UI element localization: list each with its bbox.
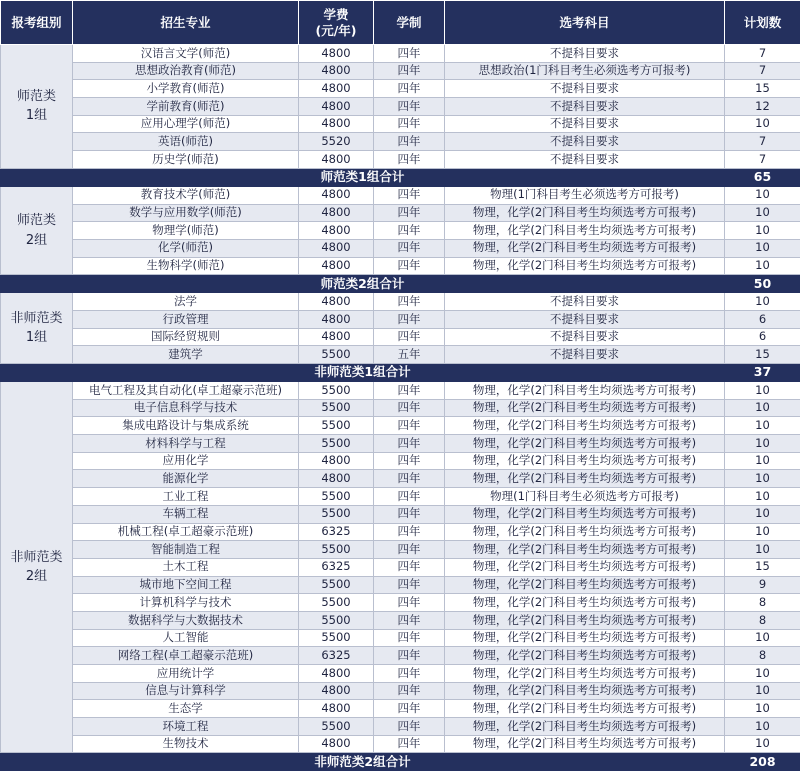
table-row [1, 115, 800, 133]
plan-cell: 10 [725, 452, 800, 470]
table-row [1, 310, 800, 328]
duration-cell: 四年 [374, 186, 445, 204]
plan-cell: 10 [725, 541, 800, 559]
fee-cell: 5500 [299, 417, 374, 435]
major-cell: 教育技术学(师范) [73, 186, 299, 204]
fee-cell: 5500 [299, 576, 374, 594]
header-duration: 学制 [374, 1, 445, 45]
major-cell: 数学与应用数学(师范) [73, 204, 299, 222]
duration-cell: 四年 [374, 700, 445, 718]
major-cell: 建筑学 [73, 346, 299, 364]
table-row [1, 204, 800, 222]
fee-cell: 6325 [299, 647, 374, 665]
duration-cell: 四年 [374, 204, 445, 222]
table-row [1, 576, 800, 594]
fee-cell: 4800 [299, 293, 374, 311]
subjects-cell: 不提科目要求 [445, 133, 725, 151]
subjects-cell: 物理，化学(2门科目考生均须选考方可报考) [445, 470, 725, 488]
plan-cell: 10 [725, 417, 800, 435]
table-row [1, 718, 800, 736]
subtotal-row [1, 753, 800, 771]
group-name: 师范类 2组 [1, 186, 73, 274]
plan-cell: 7 [725, 151, 800, 169]
table-row [1, 133, 800, 151]
duration-cell: 四年 [374, 62, 445, 80]
subjects-cell: 物理，化学(2门科目考生均须选考方可报考) [445, 700, 725, 718]
table-row [1, 239, 800, 257]
table-row [1, 611, 800, 629]
plan-cell: 6 [725, 310, 800, 328]
plan-cell: 15 [725, 558, 800, 576]
major-cell: 数据科学与大数据技术 [73, 611, 299, 629]
plan-cell: 8 [725, 611, 800, 629]
duration-cell: 四年 [374, 682, 445, 700]
duration-cell: 四年 [374, 115, 445, 133]
fee-cell: 5520 [299, 133, 374, 151]
subjects-cell: 物理，化学(2门科目考生均须选考方可报考) [445, 382, 725, 400]
major-cell: 应用统计学 [73, 665, 299, 683]
duration-cell: 四年 [374, 257, 445, 275]
duration-cell: 四年 [374, 611, 445, 629]
plan-cell: 7 [725, 133, 800, 151]
subjects-cell: 物理，化学(2门科目考生均须选考方可报考) [445, 718, 725, 736]
subtotal-value: 65 [725, 168, 800, 186]
subjects-cell: 物理，化学(2门科目考生均须选考方可报考) [445, 204, 725, 222]
fee-cell: 4800 [299, 470, 374, 488]
plan-cell: 10 [725, 257, 800, 275]
plan-cell: 10 [725, 382, 800, 400]
plan-cell: 10 [725, 629, 800, 647]
duration-cell: 四年 [374, 80, 445, 98]
table-row [1, 382, 800, 400]
subtotal-label: 非师范类1组合计 [1, 364, 725, 382]
table-row [1, 647, 800, 665]
major-cell: 环境工程 [73, 718, 299, 736]
subtotal-value: 208 [725, 753, 800, 771]
table-row [1, 523, 800, 541]
table-row [1, 682, 800, 700]
table-row [1, 665, 800, 683]
table-row [1, 629, 800, 647]
plan-cell: 6 [725, 328, 800, 346]
plan-cell: 10 [725, 700, 800, 718]
major-cell: 网络工程(卓工超豪示范班) [73, 647, 299, 665]
fee-cell: 4800 [299, 257, 374, 275]
table-row [1, 222, 800, 240]
header-row [1, 1, 800, 45]
header-fee: 学费 (元/年) [299, 1, 374, 45]
fee-cell: 6325 [299, 558, 374, 576]
fee-cell: 4800 [299, 98, 374, 116]
plan-cell: 9 [725, 576, 800, 594]
major-cell: 物理学(师范) [73, 222, 299, 240]
subjects-cell: 物理，化学(2门科目考生均须选考方可报考) [445, 647, 725, 665]
major-cell: 行政管理 [73, 310, 299, 328]
plan-cell: 10 [725, 239, 800, 257]
major-cell: 国际经贸规则 [73, 328, 299, 346]
major-cell: 学前教育(师范) [73, 98, 299, 116]
plan-cell: 10 [725, 115, 800, 133]
fee-cell: 4800 [299, 452, 374, 470]
duration-cell: 四年 [374, 541, 445, 559]
table-row [1, 558, 800, 576]
plan-cell: 7 [725, 62, 800, 80]
plan-cell: 10 [725, 399, 800, 417]
duration-cell: 四年 [374, 435, 445, 453]
subtotal-row [1, 168, 800, 186]
major-cell: 工业工程 [73, 488, 299, 506]
plan-cell: 10 [725, 718, 800, 736]
duration-cell: 四年 [374, 647, 445, 665]
major-cell: 历史学(师范) [73, 151, 299, 169]
duration-cell: 四年 [374, 328, 445, 346]
duration-cell: 四年 [374, 735, 445, 753]
fee-cell: 6325 [299, 523, 374, 541]
major-cell: 计算机科学与技术 [73, 594, 299, 612]
fee-cell: 5500 [299, 541, 374, 559]
subtotal-row [1, 364, 800, 382]
fee-cell: 4800 [299, 665, 374, 683]
header-subjects: 选考科目 [445, 1, 725, 45]
table-row [1, 328, 800, 346]
fee-cell: 5500 [299, 488, 374, 506]
table-row [1, 594, 800, 612]
subjects-cell: 物理，化学(2门科目考生均须选考方可报考) [445, 239, 725, 257]
subjects-cell: 不提科目要求 [445, 310, 725, 328]
major-cell: 生物技术 [73, 735, 299, 753]
table-row [1, 151, 800, 169]
fee-cell: 4800 [299, 328, 374, 346]
table-row [1, 735, 800, 753]
duration-cell: 四年 [374, 98, 445, 116]
fee-cell: 4800 [299, 735, 374, 753]
subjects-cell: 物理(1门科目考生必须选考方可报考) [445, 186, 725, 204]
table-row [1, 186, 800, 204]
plan-cell: 10 [725, 470, 800, 488]
subjects-cell: 物理，化学(2门科目考生均须选考方可报考) [445, 594, 725, 612]
major-cell: 智能制造工程 [73, 541, 299, 559]
subjects-cell: 物理，化学(2门科目考生均须选考方可报考) [445, 735, 725, 753]
group-name: 非师范类 1组 [1, 293, 73, 364]
group-name: 非师范类 2组 [1, 382, 73, 753]
duration-cell: 四年 [374, 239, 445, 257]
table-row [1, 346, 800, 364]
subjects-cell: 物理，化学(2门科目考生均须选考方可报考) [445, 576, 725, 594]
table-row [1, 257, 800, 275]
duration-cell: 四年 [374, 488, 445, 506]
subjects-cell: 物理，化学(2门科目考生均须选考方可报考) [445, 665, 725, 683]
duration-cell: 四年 [374, 151, 445, 169]
duration-cell: 四年 [374, 399, 445, 417]
subtotal-value: 50 [725, 275, 800, 293]
plan-cell: 8 [725, 647, 800, 665]
header-group: 报考组别 [1, 1, 73, 45]
plan-cell: 10 [725, 735, 800, 753]
major-cell: 土木工程 [73, 558, 299, 576]
major-cell: 机械工程(卓工超豪示范班) [73, 523, 299, 541]
fee-cell: 4800 [299, 115, 374, 133]
subjects-cell: 不提科目要求 [445, 80, 725, 98]
plan-cell: 10 [725, 682, 800, 700]
fee-cell: 4800 [299, 151, 374, 169]
subjects-cell: 物理，化学(2门科目考生均须选考方可报考) [445, 452, 725, 470]
plan-cell: 10 [725, 523, 800, 541]
major-cell: 应用心理学(师范) [73, 115, 299, 133]
table-row [1, 62, 800, 80]
table-row [1, 488, 800, 506]
subtotal-label: 非师范类2组合计 [1, 753, 725, 771]
major-cell: 法学 [73, 293, 299, 311]
subjects-cell: 物理(1门科目考生必须选考方可报考) [445, 488, 725, 506]
subjects-cell: 不提科目要求 [445, 45, 725, 63]
subjects-cell: 不提科目要求 [445, 98, 725, 116]
subjects-cell: 思想政治(1门科目考生必须选考方可报考) [445, 62, 725, 80]
fee-cell: 5500 [299, 629, 374, 647]
subjects-cell: 物理，化学(2门科目考生均须选考方可报考) [445, 682, 725, 700]
subjects-cell: 物理，化学(2门科目考生均须选考方可报考) [445, 222, 725, 240]
fee-cell: 4800 [299, 80, 374, 98]
major-cell: 信息与计算科学 [73, 682, 299, 700]
subjects-cell: 物理，化学(2门科目考生均须选考方可报考) [445, 611, 725, 629]
major-cell: 生态学 [73, 700, 299, 718]
duration-cell: 四年 [374, 594, 445, 612]
table-body [1, 45, 800, 771]
duration-cell: 四年 [374, 45, 445, 63]
fee-cell: 4800 [299, 62, 374, 80]
fee-cell: 4800 [299, 222, 374, 240]
fee-cell: 5500 [299, 718, 374, 736]
duration-cell: 四年 [374, 505, 445, 523]
subjects-cell: 不提科目要求 [445, 328, 725, 346]
table-row [1, 700, 800, 718]
plan-cell: 10 [725, 488, 800, 506]
subjects-cell: 不提科目要求 [445, 346, 725, 364]
fee-cell: 4800 [299, 45, 374, 63]
table-row [1, 417, 800, 435]
fee-cell: 5500 [299, 594, 374, 612]
table-row [1, 452, 800, 470]
duration-cell: 四年 [374, 629, 445, 647]
duration-cell: 四年 [374, 310, 445, 328]
fee-cell: 4800 [299, 239, 374, 257]
fee-cell: 5500 [299, 346, 374, 364]
fee-cell: 4800 [299, 204, 374, 222]
fee-cell: 5500 [299, 611, 374, 629]
fee-cell: 4800 [299, 310, 374, 328]
duration-cell: 四年 [374, 523, 445, 541]
plan-cell: 15 [725, 80, 800, 98]
subtotal-value: 37 [725, 364, 800, 382]
major-cell: 电气工程及其自动化(卓工超豪示范班) [73, 382, 299, 400]
subtotal-label: 师范类2组合计 [1, 275, 725, 293]
plan-cell: 10 [725, 505, 800, 523]
major-cell: 材料科学与工程 [73, 435, 299, 453]
subjects-cell: 物理，化学(2门科目考生均须选考方可报考) [445, 399, 725, 417]
plan-cell: 15 [725, 346, 800, 364]
subjects-cell: 物理，化学(2门科目考生均须选考方可报考) [445, 629, 725, 647]
subtotal-row [1, 275, 800, 293]
subtotal-label: 师范类1组合计 [1, 168, 725, 186]
subjects-cell: 不提科目要求 [445, 151, 725, 169]
subjects-cell: 不提科目要求 [445, 115, 725, 133]
plan-cell: 10 [725, 186, 800, 204]
duration-cell: 四年 [374, 470, 445, 488]
major-cell: 集成电路设计与集成系统 [73, 417, 299, 435]
major-cell: 汉语言文学(师范) [73, 45, 299, 63]
fee-cell: 5500 [299, 399, 374, 417]
subjects-cell: 物理，化学(2门科目考生均须选考方可报考) [445, 541, 725, 559]
group-name: 师范类 1组 [1, 45, 73, 169]
header-plan: 计划数 [725, 1, 800, 45]
major-cell: 人工智能 [73, 629, 299, 647]
table-row [1, 80, 800, 98]
table-row [1, 541, 800, 559]
duration-cell: 五年 [374, 346, 445, 364]
table-row [1, 470, 800, 488]
duration-cell: 四年 [374, 718, 445, 736]
table-row [1, 293, 800, 311]
plan-cell: 10 [725, 293, 800, 311]
subjects-cell: 物理，化学(2门科目考生均须选考方可报考) [445, 523, 725, 541]
major-cell: 化学(师范) [73, 239, 299, 257]
subjects-cell: 不提科目要求 [445, 293, 725, 311]
plan-cell: 12 [725, 98, 800, 116]
table-row [1, 505, 800, 523]
fee-cell: 5500 [299, 382, 374, 400]
duration-cell: 四年 [374, 293, 445, 311]
subjects-cell: 物理，化学(2门科目考生均须选考方可报考) [445, 417, 725, 435]
plan-cell: 8 [725, 594, 800, 612]
table-row [1, 435, 800, 453]
plan-cell: 10 [725, 222, 800, 240]
duration-cell: 四年 [374, 417, 445, 435]
fee-cell: 5500 [299, 505, 374, 523]
subjects-cell: 物理，化学(2门科目考生均须选考方可报考) [445, 435, 725, 453]
major-cell: 电子信息科学与技术 [73, 399, 299, 417]
subjects-cell: 物理，化学(2门科目考生均须选考方可报考) [445, 505, 725, 523]
plan-cell: 10 [725, 435, 800, 453]
major-cell: 能源化学 [73, 470, 299, 488]
major-cell: 思想政治教育(师范) [73, 62, 299, 80]
table-row [1, 98, 800, 116]
plan-cell: 10 [725, 204, 800, 222]
fee-cell: 4800 [299, 186, 374, 204]
major-cell: 城市地下空间工程 [73, 576, 299, 594]
duration-cell: 四年 [374, 576, 445, 594]
duration-cell: 四年 [374, 452, 445, 470]
major-cell: 英语(师范) [73, 133, 299, 151]
table-row [1, 399, 800, 417]
table-row [1, 45, 800, 63]
plan-cell: 7 [725, 45, 800, 63]
duration-cell: 四年 [374, 558, 445, 576]
major-cell: 小学教育(师范) [73, 80, 299, 98]
major-cell: 车辆工程 [73, 505, 299, 523]
duration-cell: 四年 [374, 133, 445, 151]
plan-cell: 10 [725, 665, 800, 683]
duration-cell: 四年 [374, 222, 445, 240]
fee-cell: 5500 [299, 435, 374, 453]
subjects-cell: 物理，化学(2门科目考生均须选考方可报考) [445, 558, 725, 576]
subjects-cell: 物理，化学(2门科目考生均须选考方可报考) [445, 257, 725, 275]
fee-cell: 4800 [299, 700, 374, 718]
header-major: 招生专业 [73, 1, 299, 45]
duration-cell: 四年 [374, 382, 445, 400]
major-cell: 生物科学(师范) [73, 257, 299, 275]
duration-cell: 四年 [374, 665, 445, 683]
fee-cell: 4800 [299, 682, 374, 700]
major-cell: 应用化学 [73, 452, 299, 470]
